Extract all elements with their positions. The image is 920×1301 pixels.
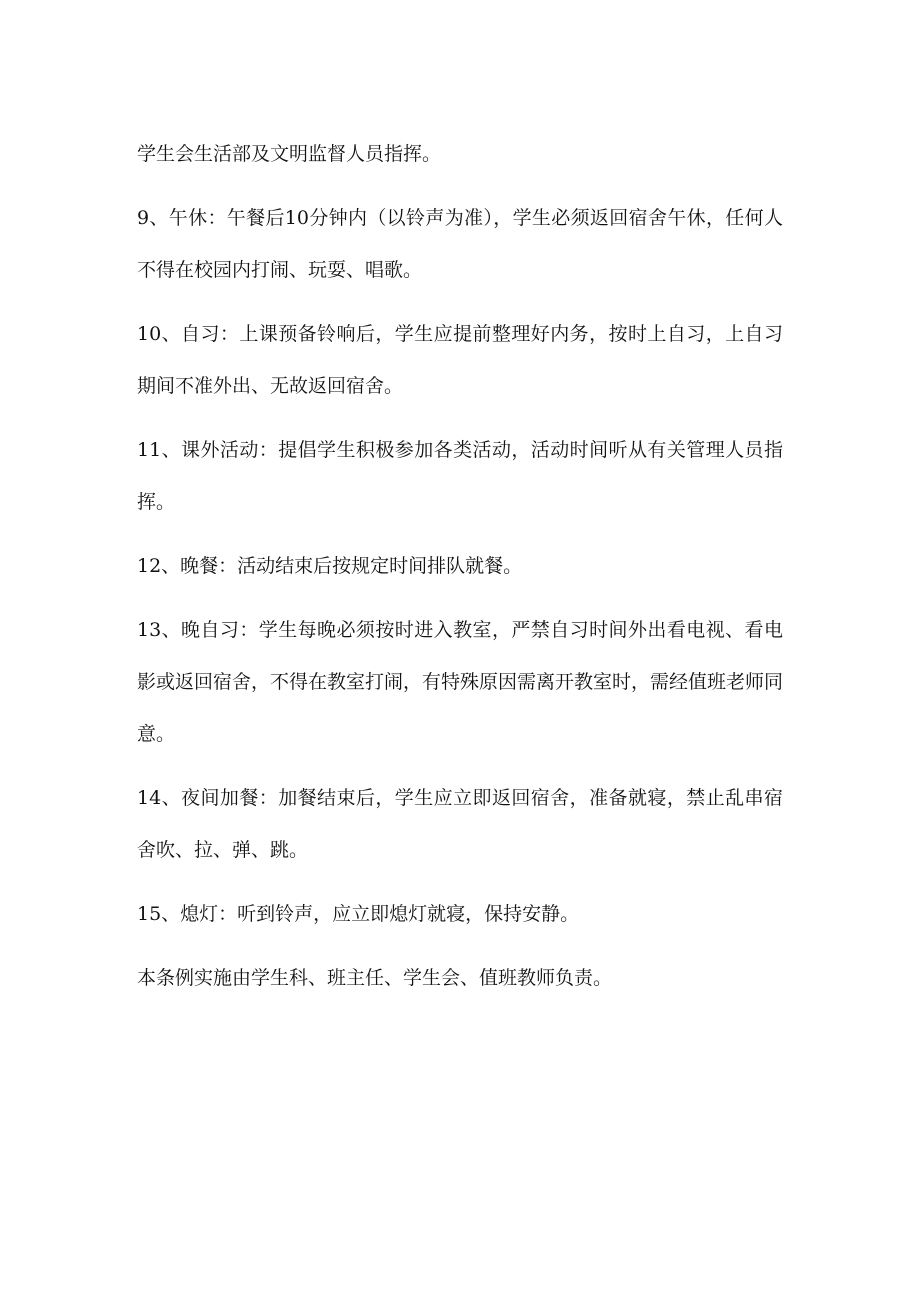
paragraph-item-13: 13、晚自习：学生每晚必须按时进入教室，严禁自习时间外出看电视、看电影或返回宿舍，不得在教室打闹，有特殊原因需离开教室时，需经值班老师同意。: [137, 619, 784, 745]
paragraph-continuation: 学生会生活部及文明监督人员指挥。: [137, 143, 442, 165]
document-body: [137, 128, 783, 1016]
paragraph-item-15: 15、熄灯：听到铃声，应立即熄灯就寝，保持安静。: [137, 903, 580, 925]
paragraph-closing-note: 本条例实施由学生科、班主任、学生会、值班教师负责。: [137, 967, 613, 989]
paragraph-item-14: 14、夜间加餐：加餐结束后，学生应立即返回宿舍，准备就寝，禁止乱串宿舍吹、拉、弹、跳。: [137, 787, 783, 861]
paragraph-item-12: 12、晚餐：活动结束后按规定时间排队就餐。: [137, 555, 523, 577]
paragraph-item-9: 9、午休：午餐后10分钟内（以铃声为准），学生必须返回宿舍午休，任何人不得在校园内打闹、玩耍、唱歌。: [137, 207, 783, 281]
paragraph-item-11: 11、课外活动：提倡学生积极参加各类活动，活动时间听从有关管理人员指挥。: [137, 439, 783, 513]
paragraph-item-10: 10、自习：上课预备铃响后，学生应提前整理好内务，按时上自习，上自习期间不准外出、无故返回宿舍。: [137, 323, 783, 397]
